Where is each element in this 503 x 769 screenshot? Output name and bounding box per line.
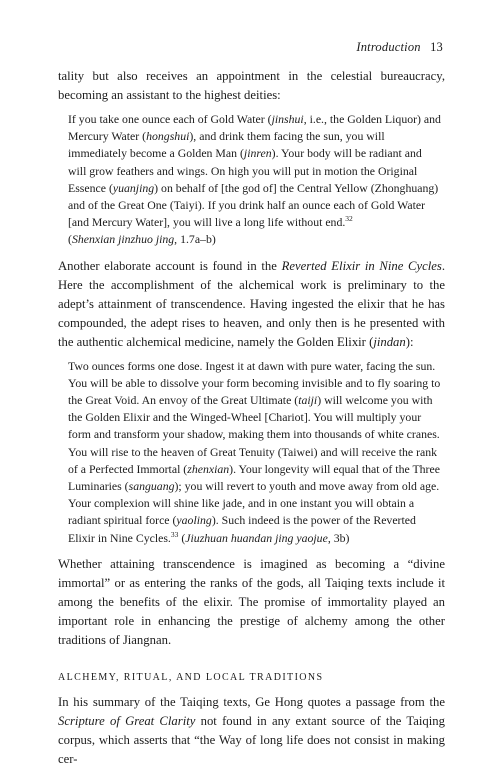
paragraph-text: not found in any extant source of the Taiqing corpus, which asserts that “the Way of long life does not consist in making cer- [58, 713, 445, 766]
quote-citation-title: Shenxian jinzhuo jing [71, 232, 175, 247]
paragraph-2 [58, 257, 445, 352]
paragraph-text: Another elaborate account is found in the [58, 258, 282, 273]
paragraph-3: Whether attaining transcendence is imagined as becoming a “divine immortal” or as entering the ranks of the gods, all Taiqing texts include it among the benefits of the elixir. The promise of immortality played an important role in enhancing the prestige of alchemy among the other traditions of Jiangnan. [58, 556, 445, 647]
running-header [356, 40, 443, 55]
quote-citation: ( [68, 232, 72, 247]
quote-italic-term: jinshui [271, 112, 304, 126]
quote-text: ) on behalf of [the god of] the Central Yellow (Zhonghuang) and of the Great One (Taiyi). If you drink half an ounce each of Gold Water [and Mercury Water], you will live a long life without end. [68, 180, 439, 230]
quote-citation-title: Jiuzhuan huandan jing yaojue [185, 530, 328, 545]
footnote-marker[interactable]: 32 [345, 214, 353, 224]
quote-text: ). Such indeed is the power of the Reverted Elixir in Nine Cycles. [68, 513, 416, 545]
quote-text: ), and drink them facing the sun, you will immediately become a Golden Man ( [68, 129, 385, 161]
quote-text: ) will welcome you with the Golden Elixir and the Winged-Wheel [Chariot]. You will multiply your form and transform your shadow, making them into thousands of white cranes. You will rise to the heaven of Great Tenuity (Taiwei) and will receive the rank of a Perfected Immortal ( [68, 393, 440, 476]
quote-text: If you take one ounce each of Gold Water ( [68, 112, 272, 126]
quote-italic-term: hongshui [146, 129, 190, 144]
quote-italic-term: taiji [298, 393, 318, 408]
section-heading: ALCHEMY, RITUAL, AND LOCAL TRADITIONS [58, 671, 324, 683]
paragraph-text: ): [405, 334, 414, 349]
quote-text: , i.e., the Golden Liquor) and Mercury Water ( [68, 112, 441, 144]
block-quote-1 [68, 111, 445, 249]
italic-term: jindan [373, 334, 406, 349]
quote-italic-term: yaoling [176, 513, 212, 528]
quote-citation: , 1.7a–b) [174, 232, 216, 247]
italic-title: Reverted Elixir in Nine Cycles [281, 258, 442, 273]
paragraph-1: tality but also receives an appointment in the celestial bureaucracy, becoming an assistant to the highest deities: [58, 69, 445, 102]
italic-title: Scripture of Great Clarity [58, 713, 196, 728]
footnote-marker[interactable]: 33 [170, 529, 179, 539]
quote-text: Two ounces forms one dose. Ingest it at dawn with pure water, facing the sun. You will be able to dissolve your form becoming invisible and to fly soaring to the Great Void. An envoy of the Great Ultimate ( [68, 358, 441, 408]
paragraph-text: In his summary of the Taiqing texts, Ge Hong quotes a passage from the [58, 694, 445, 709]
quote-italic-term: jinren [243, 146, 272, 161]
quote-italic-term: sanguang [128, 479, 175, 494]
quote-italic-term: yuanjing [112, 180, 155, 195]
paragraph-text: . Here the accomplishment of the alchemical work is preliminary to the adept’s attainment of transcendence. Having ingested the elixir that he has compounded, the adept rises to heaven, and only then is he presented with the authentic alchemical medicine, namely the Golden Elixir ( [58, 258, 445, 349]
header-section-title: Introduction [356, 40, 421, 54]
paragraph-4 [58, 693, 445, 769]
block-quote-2 [68, 358, 445, 547]
quote-citation: ( [178, 530, 186, 545]
quote-citation: , 3b) [327, 530, 350, 545]
quote-text: ). Your body will be radiant and will grow feathers and wings. On high you will put in motion the Original Essence ( [68, 146, 422, 195]
main-text [58, 67, 445, 769]
quote-text: ). Your longevity will equal that of the Three Luminaries ( [68, 461, 440, 494]
quote-text: ); you will revert to youth and move away from old age. Your complexion will shine like jade, and in one instant you will obtain a radiant spiritual force ( [68, 479, 440, 528]
quote-italic-term: zhenxian [187, 461, 230, 476]
page-number: 13 [430, 40, 443, 54]
